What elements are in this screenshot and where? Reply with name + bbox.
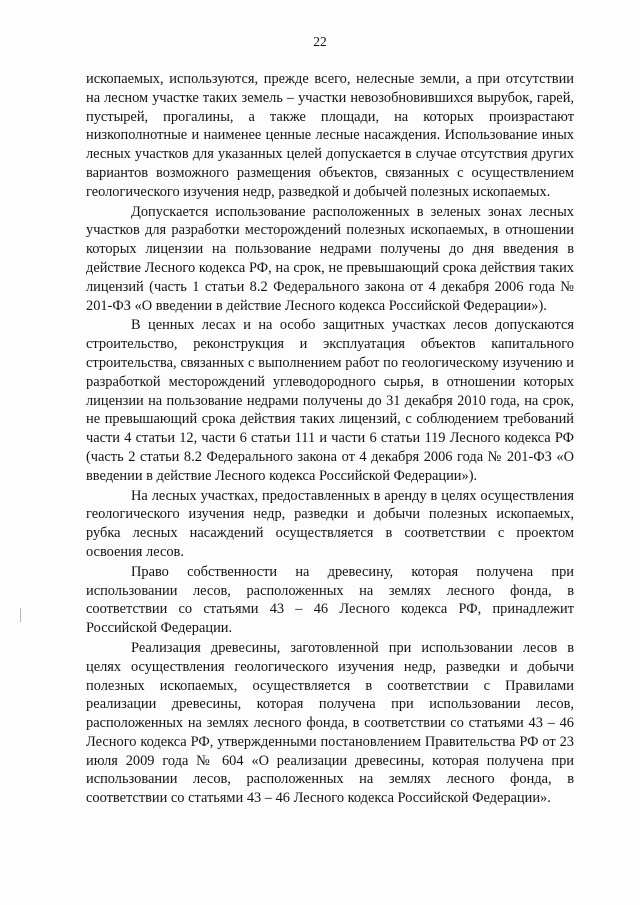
page-number: 22	[313, 34, 327, 49]
paragraph-land-use-priority: ископаемых, используются, прежде всего, нелесные земли, а при отсутствии на лесном участке таких земель – участки невозобновившихся вырубок, гарей, пустырей, прогалины, а также площади, на которых произрастают низкополнотные и наименее ценные лесные насаждения. Использование иных лесных участков для указанных целей допускается в случае отсутствия других вариантов возможного размещения объектов, связанных с осуществлением геологического изучения недр, разведкой и добычей полезных ископаемых.	[86, 71, 574, 200]
paragraph-valuable-forests: В ценных лесах и на особо защитных участках лесов допускаются строительство, реконструкция и эксплуатация объектов капитального строительства, связанных с выполнением работ по геологическому изучению и разработкой месторождений углеводородного сырья, в отношении которых лицензии на пользование недрами получены до 31 декабря 2010 года, на срок, не превышающий срока действия таких лицензий, с соблюдением требований части 4 статьи 12, части 6 статьи 111 и части 6 статьи 119 Лесного кодекса РФ (часть 2 статьи 8.2 Федерального закона от 4 декабря 2006 года № 201-ФЗ «О введении в действие Лесного кодекса Российской Федерации»).	[86, 317, 574, 484]
paragraph-timber-ownership: Право собственности на древесину, которая получена при использовании лесов, расположенных на землях лесного фонда, в соответствии со статьями 43 – 46 Лесного кодекса РФ, принадлежит Российской Федерации.	[86, 563, 574, 637]
scan-margin-mark	[20, 608, 21, 622]
paragraph-leased-plots: На лесных участках, предоставленных в аренду в целях осуществления геологического изучения недр, разведки и добычи полезных ископаемых, рубка лесных насаждений осуществляется в соответствии с проектом освоения лесов.	[86, 487, 574, 560]
paragraph-green-zones: Допускается использование расположенных в зеленых зонах лесных участков для разработки месторождений полезных ископаемых, в отношении которых лицензии на пользование недрами получены до дня введения в действие Лесного кодекса РФ, на срок, не превышающий срока действия таких лицензий (часть 1 статьи 8.2 Федерального закона от 4 декабря 2006 года № 201-ФЗ «О введении в действие Лесного кодекса Российской Федерации»).	[86, 203, 574, 314]
paragraph-timber-sale: Реализация древесины, заготовленной при использовании лесов в целях осуществления геологического изучения недр, разведки и добычи полезных ископаемых, осуществляется в соответствии с Правилами реализации древесины, которая получена при использовании лесов, расположенных на землях лесного фонда, в соответствии со статьями 43 – 46 Лесного кодекса РФ, утвержденными постановлением Правительства РФ от 23 июля 2009 года № 604 «О реализации древесины, которая получена при использовании лесов, расположенных на землях лесного фонда, в соответствии со статьями 43 – 46 Лесного кодекса Российской Федерации».	[86, 639, 574, 807]
document-body	[86, 70, 574, 808]
